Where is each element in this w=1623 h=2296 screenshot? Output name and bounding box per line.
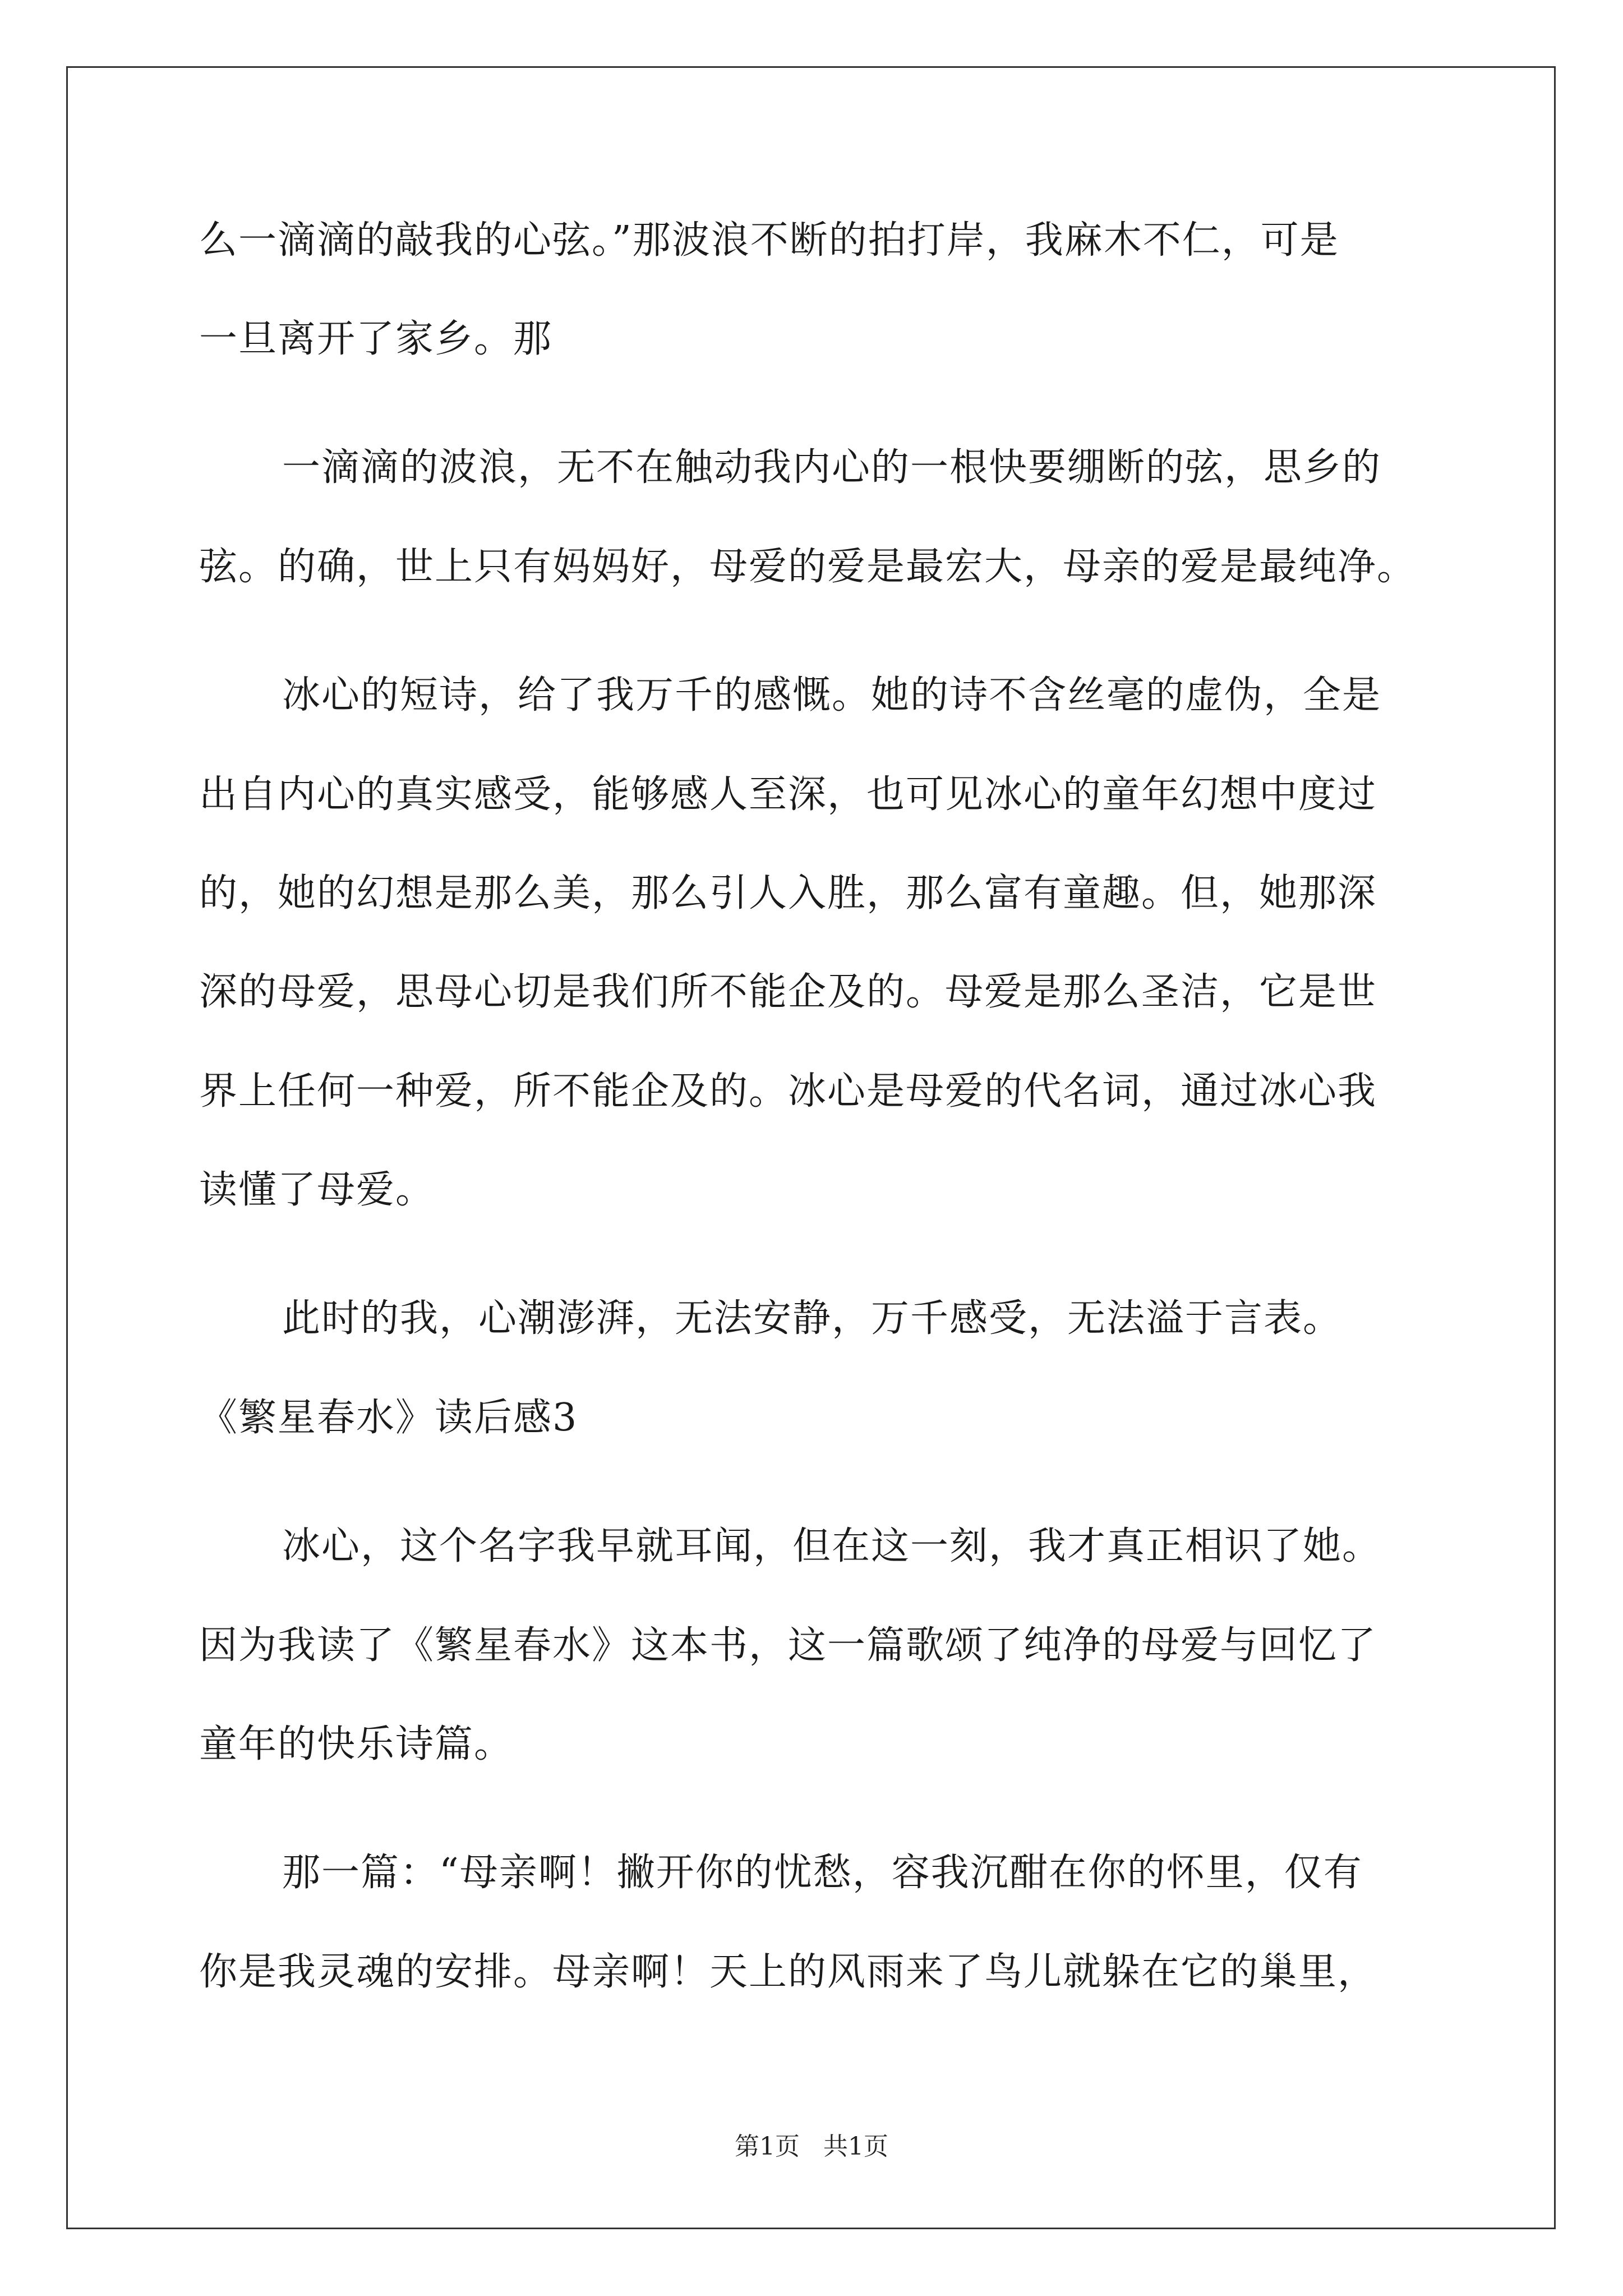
text-line: 一旦离开了家乡。那	[199, 317, 553, 361]
page-number-footer: 第1页 共1页	[735, 2132, 888, 2161]
text-line: 么一滴滴的敲我的心弦。”那波浪不断的拍打岸，我麻木不仁，可是	[199, 218, 1339, 263]
text-line: 出自内心的真实感受，能够感人至深，也可见冰心的童年幻想中度过	[199, 772, 1377, 817]
paragraph-first-line: 冰心，这个名字我早就耳闻，但在这一刻，我才真正相识了她。	[282, 1524, 1382, 1568]
paragraph-first-line: 此时的我，心潮澎湃，无法安静，万千感受，无法溢于言表。	[282, 1296, 1343, 1341]
text-line: 的，她的幻想是那么美，那么引人入胜，那么富有童趣。但，她那深	[199, 871, 1377, 915]
page-frame	[66, 66, 1556, 2229]
paragraph-first-line: 一滴滴的波浪，无不在触动我内心的一根快要绷断的弦，思乡的	[282, 445, 1382, 490]
paragraph-first-line: 那一篇：“母亲啊！撇开你的忧愁，容我沉酣在你的怀里，仅有	[282, 1851, 1363, 1895]
text-line: 读懂了母爱。	[199, 1168, 435, 1212]
text-line: 深的母爱，思母心切是我们所不能企及的。母爱是那么圣洁，它是世	[199, 970, 1377, 1014]
text-line: 童年的快乐诗篇。	[199, 1722, 514, 1766]
section-heading: 《繁星春水》读后感3	[199, 1396, 578, 1440]
text-line: 界上任何一种爱，所不能企及的。冰心是母爱的代名词，通过冰心我	[199, 1069, 1377, 1114]
text-line: 你是我灵魂的安排。母亲啊！天上的风雨来了鸟儿就躲在它的巢里，	[199, 1950, 1377, 1994]
text-line: 因为我读了《繁星春水》这本书，这一篇歌颂了纯净的母爱与回忆了	[199, 1623, 1377, 1668]
paragraph-first-line: 冰心的短诗，给了我万千的感慨。她的诗不含丝毫的虚伪，全是	[282, 673, 1382, 717]
text-line: 弦。的确，世上只有妈妈好，母爱的爱是最宏大，母亲的爱是最纯净。	[199, 545, 1417, 589]
